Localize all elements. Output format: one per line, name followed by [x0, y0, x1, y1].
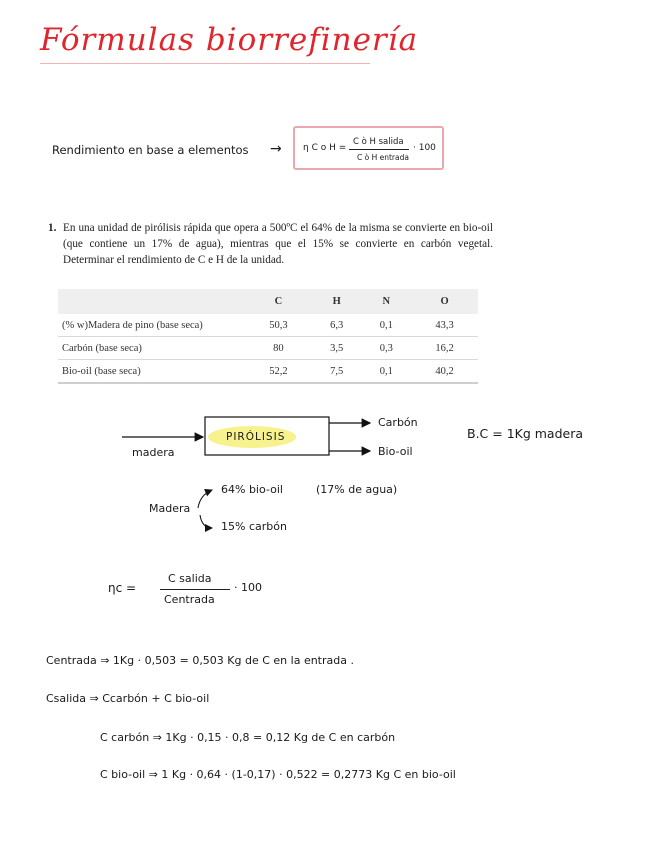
equation-biooil: C bio-oil ⇒ 1 Kg · 0,64 · (1-0,17) · 0,522 = 0,2773 Kg C en bio-oil	[100, 768, 456, 781]
table-cell: 6,3	[312, 314, 362, 337]
table-header-cell: O	[411, 289, 478, 314]
table-cell: Bio-oil (base seca)	[58, 360, 245, 384]
formula-numerator: C ò H salida	[353, 137, 404, 147]
table-cell: 7,5	[312, 360, 362, 384]
table-cell: 80	[245, 337, 312, 360]
fraction-bar	[349, 149, 409, 150]
eta-denominator: Centrada	[164, 593, 215, 606]
madera-label: Madera	[149, 502, 191, 515]
basis-label: B.C = 1Kg madera	[467, 426, 584, 441]
composition-table	[58, 289, 478, 384]
eta-multiplier: · 100	[234, 581, 262, 594]
problem-text: En una unidad de pirólisis rápida que opera a 500ºC el 64% de la misma se convierte en bio-oil (que contiene un 17% de agua), mientras que el 15% se convierte en carbón vegetal. Determinar el rendimiento de C e H de la unidad.	[63, 222, 493, 266]
page-title: Fórmulas biorrefinería	[40, 22, 419, 58]
table-cell: 43,3	[411, 314, 478, 337]
table-cell: 16,2	[411, 337, 478, 360]
equation-salida: Csalida ⇒ Ccarbón + C bio-oil	[46, 692, 210, 705]
table-row	[58, 314, 478, 337]
table-row	[58, 337, 478, 360]
output-biooil-label: Bio-oil	[378, 445, 413, 458]
split-biooil-label: 64% bio-oil	[221, 483, 283, 496]
arrow-right-icon: →	[270, 141, 282, 157]
eta-numerator: C salida	[168, 572, 212, 585]
table-row	[58, 360, 478, 384]
eta-fraction-bar	[160, 589, 230, 590]
table-cell: 0,3	[361, 337, 411, 360]
formula-multiplier: · 100	[413, 143, 436, 153]
table-cell: 50,3	[245, 314, 312, 337]
table-cell: Carbón (base seca)	[58, 337, 245, 360]
table-header-cell	[58, 289, 245, 314]
split-water-note: (17% de agua)	[316, 483, 398, 496]
split-carbon-label: 15% carbón	[221, 520, 287, 533]
eta-lhs: ηc =	[108, 581, 137, 595]
table-cell: 0,1	[361, 360, 411, 384]
input-label: madera	[132, 446, 175, 459]
equation-entrada: Centrada ⇒ 1Kg · 0,503 = 0,503 Kg de C en la entrada .	[46, 654, 354, 667]
table-header-cell: N	[361, 289, 411, 314]
problem-number: 1.	[48, 222, 57, 234]
title-underline	[40, 63, 370, 64]
formula-lhs: η C o H =	[303, 143, 347, 153]
table-header-row	[58, 289, 478, 314]
split-arrow-down	[200, 515, 212, 528]
process-label: PIRÓLISIS	[226, 431, 286, 443]
table-cell: 40,2	[411, 360, 478, 384]
process-diagram	[0, 400, 646, 550]
rendimiento-label: Rendimiento en base a elementos	[52, 143, 249, 157]
table-cell: 0,1	[361, 314, 411, 337]
output-carbon-label: Carbón	[378, 416, 418, 429]
table-cell: 52,2	[245, 360, 312, 384]
table-cell: 3,5	[312, 337, 362, 360]
formula-denominator: C ò H entrada	[357, 153, 409, 162]
table-header-cell: C	[245, 289, 312, 314]
equation-carbon: C carbón ⇒ 1Kg · 0,15 · 0,8 = 0,12 Kg de C en carbón	[100, 731, 396, 744]
rendimiento-formula-box	[293, 126, 444, 170]
table-header-cell: H	[312, 289, 362, 314]
split-arrow-up	[198, 490, 212, 508]
table-cell: (% w)Madera de pino (base seca)	[58, 314, 245, 337]
